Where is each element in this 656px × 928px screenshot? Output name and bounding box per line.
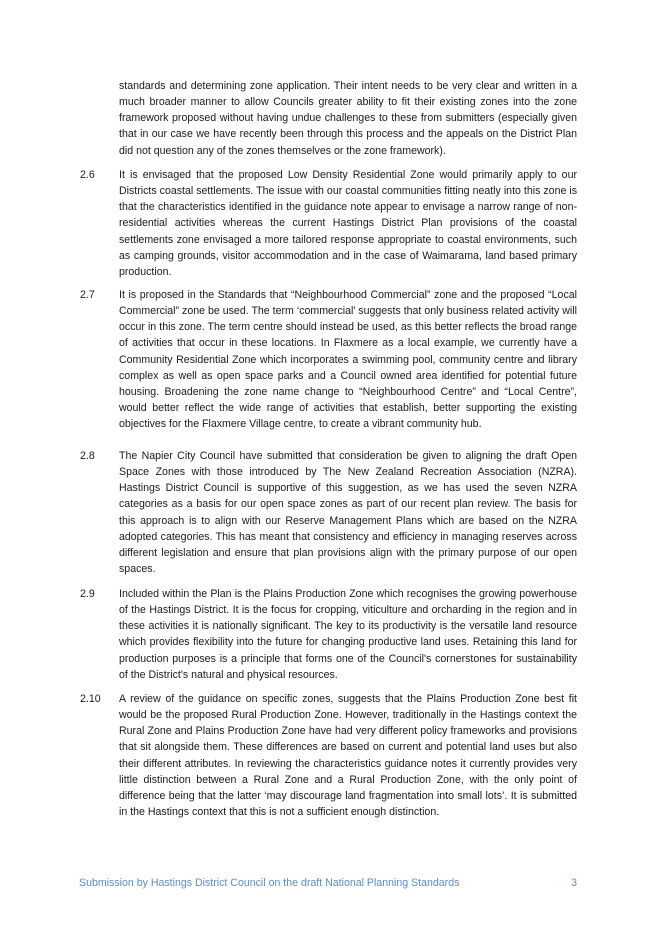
paragraph-number: 2.8 [80, 450, 95, 462]
paragraph-text: It is proposed in the Standards that “Neighbourhood Commercial” zone and the proposed “Local Commercial” zone be used. The term ‘commercial’ suggests that only business related activity will occur in this zone. The term centre should instead be used, as this better reflects the broad range of activities that occur in these locations. In Flaxmere as a local example, we currently have a Community Residential Zone which incorporates a swimming pool, community centre and library complex as well as open space parks and a Council owned area identified for potential future housing. Broadening the zone name change to “Neighbourhood Centre” and “Local Centre”, would better reflect the wide range of activities that establish, better supporting the existing objectives for the Flaxmere Village centre, to create a vibrant community hub. [119, 289, 577, 431]
paragraph-text: The Napier City Council have submitted that consideration be given to aligning the draft Open Space Zones with those introduced by The New Zealand Recreation Association (NZRA). Hastings District Council is supportive of this suggestion, as we has used the seven NZRA categories as a basis for our open space zones as part of our recent plan review. The basis for this approach is to align with our Reserve Management Plans which are based on the NZRA adopted categories. This has meant that consistency and efficiency in managing reserves across different legislation and ensure that plan provisions align with the primary purpose of our open spaces. [119, 450, 577, 576]
paragraph-text: It is envisaged that the proposed Low Density Residential Zone would primarily apply to our Districts coastal settlements. The issue with our coastal communities fitting neatly into this zone is that the characteristics identified in the guidance note appear to envisage a narrow range of non-residential activities whereas the current Hastings District Plan provisions of the coastal settlements zone envisaged a more tailored response appropriate to coastal environments, such as camping grounds, visitor accommodation and in the case of Waimarama, land based primary production. [119, 169, 577, 278]
paragraph-number: 2.10 [80, 693, 101, 705]
page-number: 3 [571, 877, 577, 889]
paragraph-number: 2.9 [80, 588, 95, 600]
footer-title: Submission by Hastings District Council on the draft National Planning Standards [79, 877, 460, 889]
paragraph-text: standards and determining zone application. Their intent needs to be very clear and written in a much broader manner to allow Councils greater ability to fit their existing zones into the zone framework proposed without having undue challenges to these from submitters (especially given that in our case we have recently been through this process and the appeals on the District Plan did not question any of the zones themselves or the zone framework). [119, 80, 577, 157]
paragraph-number: 2.7 [80, 289, 95, 301]
paragraph-text: Included within the Plan is the Plains Production Zone which recognises the growing powerhouse of the Hastings District. It is the focus for cropping, viticulture and orcharding in the region and in these activities it is nationally significant. The key to its productivity is the versatile land resource which provides flexibility into the future for changing productive land uses. Retaining this land for production purposes is a principle that forms one of the Council's cornerstones for sustainability of the District's natural and physical resources. [119, 588, 577, 681]
paragraph-number: 2.6 [80, 169, 95, 181]
paragraph-text: A review of the guidance on specific zones, suggests that the Plains Production Zone best fit would be the proposed Rural Production Zone. However, traditionally in the Hastings context the Rural Zone and Plains Production Zone have had very different policy frameworks and provisions that sit alongside them. These differences are based on current and potential land uses but also their different attributes. In reviewing the characteristics guidance notes it currently provides very little distinction between a Rural Zone and a Rural Production Zone, with the only point of difference being that the latter ‘may discourage land fragmentation into small lots’. It is submitted in the Hastings context that this is not a sufficient enough distinction. [119, 693, 577, 819]
